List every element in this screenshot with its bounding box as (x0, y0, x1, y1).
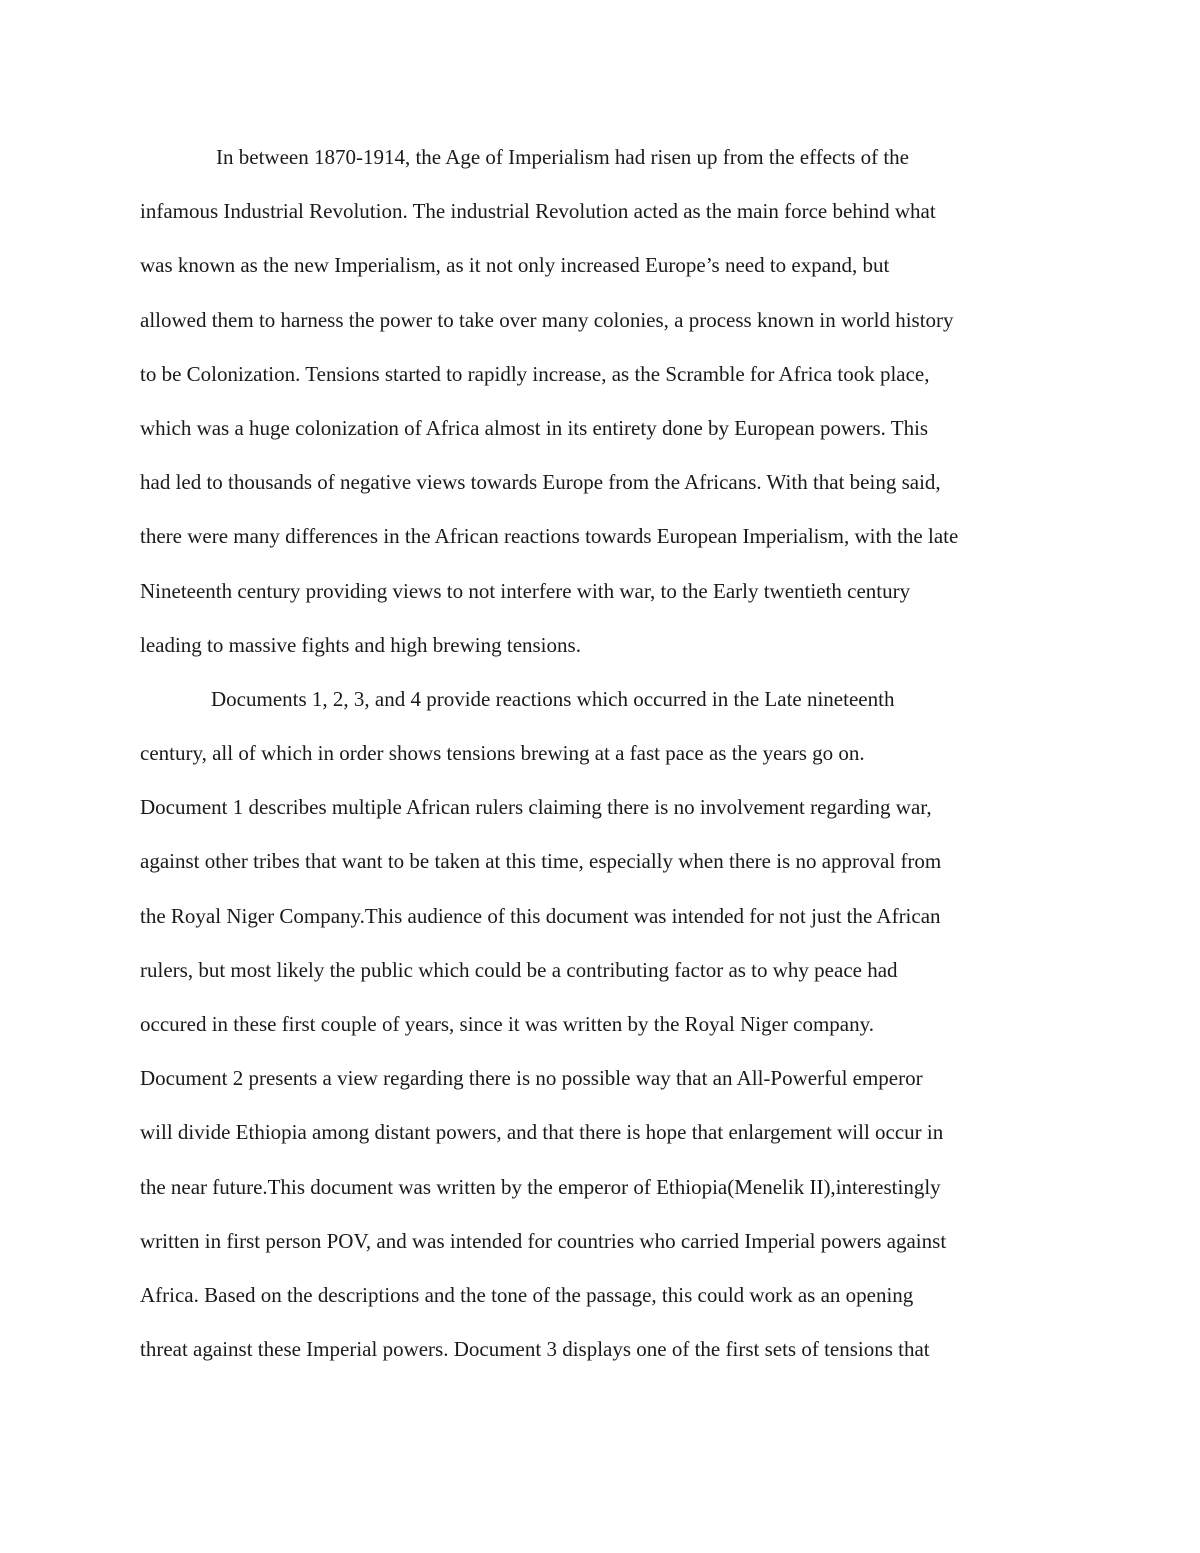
text-line: Document 2 presents a view regarding there is no possible way that an All-Powerful emperor (140, 1066, 923, 1091)
text-line: rulers, but most likely the public which could be a contributing factor as to why peace had (140, 957, 898, 982)
text-line: allowed them to harness the power to take over many colonies, a process known in world history (140, 307, 954, 332)
text-line: infamous Industrial Revolution. The industrial Revolution acted as the main force behind what (140, 199, 936, 224)
text-line: occured in these first couple of years, since it was written by the Royal Niger company. (140, 1012, 874, 1036)
text-line: the near future.This document was written by the emperor of Ethiopia(Menelik II),interestingly (140, 1174, 941, 1199)
text-line: there were many differences in the African reactions towards European Imperialism, with the late (140, 524, 959, 549)
text-line: threat against these Imperial powers. Document 3 displays one of the first sets of tensions that (140, 1337, 930, 1362)
text-line: In between 1870-1914, the Age of Imperialism had risen up from the effects of the (216, 145, 909, 169)
text-line: against other tribes that want to be taken at this time, especially when there is no approval from (140, 849, 942, 874)
text-line: had led to thousands of negative views towards Europe from the Africans. With that being said, (140, 470, 941, 495)
text-line: the Royal Niger Company.This audience of this document was intended for not just the African (140, 903, 941, 928)
text-line: written in first person POV, and was intended for countries who carried Imperial powers against (140, 1228, 947, 1253)
text-line: Africa. Based on the descriptions and the tone of the passage, this could work as an opening (140, 1282, 914, 1307)
text-line: will divide Ethiopia among distant powers, and that there is hope that enlargement will occur in (140, 1120, 944, 1145)
text-line: Document 1 describes multiple African rulers claiming there is no involvement regarding war, (140, 795, 932, 820)
text-line: Documents 1, 2, 3, and 4 provide reactions which occurred in the Late nineteenth (211, 686, 895, 711)
text-line: to be Colonization. Tensions started to rapidly increase, as the Scramble for Africa took place, (140, 361, 930, 386)
text-line: Nineteenth century providing views to not interfere with war, to the Early twentieth century (140, 578, 911, 603)
text-line: was known as the new Imperialism, as it not only increased Europe’s need to expand, but (140, 253, 890, 278)
text-line: leading to massive fights and high brewing tensions. (140, 632, 581, 657)
text-line: century, all of which in order shows tensions brewing at a fast pace as the years go on. (140, 741, 865, 766)
text-line: which was a huge colonization of Africa almost in its entirety done by European powers. This (140, 415, 929, 440)
essay-body (140, 130, 1070, 1376)
